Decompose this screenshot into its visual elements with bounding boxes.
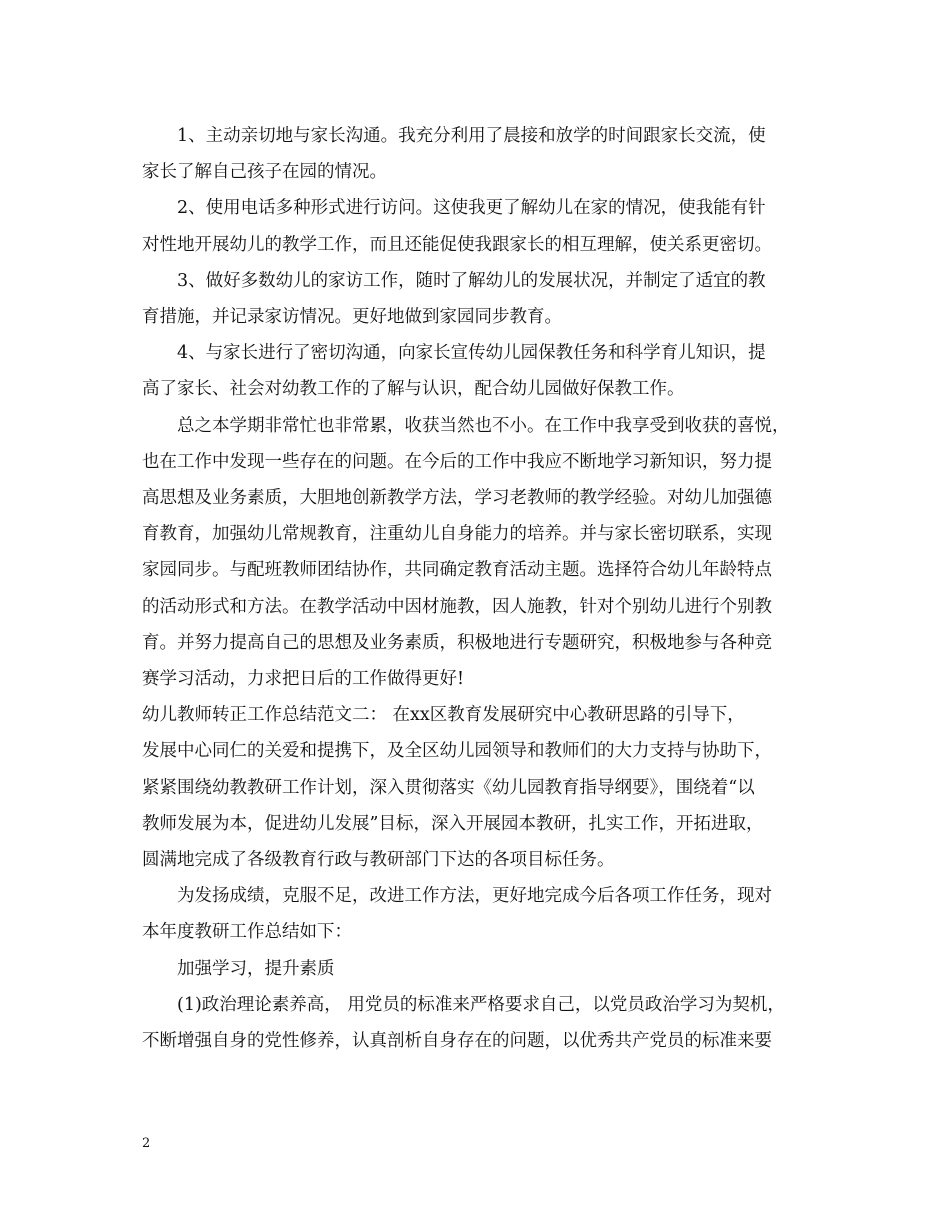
text-line: 高思想及业务素质，大胆地创新教学方法，学习老教师的教学经验。对幼儿加强德 [142,488,772,509]
text-line: 圆满地完成了各级教育行政与教研部门下达的各项目标任务。 [142,850,615,871]
text-line: 育。并努力提高自己的思想及业务素质，积极地进行专题研究，积极地参与各种竞 [142,632,772,653]
text-line: 2、使用电话多种形式进行访问。这使我更了解幼儿在家的情况，使我能有针 [177,198,766,219]
text-line: 家长了解自己孩子在园的情况。 [142,162,387,183]
text-line: 加强学习，提升素质 [177,958,335,979]
text-line: 对性地开展幼儿的教学工作，而且还能促使我跟家长的相互理解，使关系更密切。 [142,234,772,255]
text-line: 育措施，并记录家访情况。更好地做到家园同步教育。 [142,307,562,328]
text-line: 紧紧围绕幼教教研工作计划，深入贯彻落实《幼儿园教育指导纲要》，围绕着“以 [142,777,755,798]
text-line: (1)政治理论素养高， 用党员的标准来严格要求自己，以党员政治学习为契机， [177,994,785,1015]
text-line: 为发扬成绩，克服不足，改进工作方法，更好地完成今后各项工作任务，现对 [177,886,772,907]
document-body [142,118,842,1059]
text-line: 家园同步。与配班教师团结协作，共同确定教育活动主题。选择符合幼儿年龄特点 [142,560,772,581]
text-line: 教师发展为本，促进幼儿发展”目标，深入开展园本教研，扎实工作，开拓进取， [142,813,764,834]
page-number: 2 [142,1136,151,1151]
text-line: 高了家长、社会对幼教工作的了解与认识，配合幼儿园做好保教工作。 [142,379,685,400]
text-line: 育教育，加强幼儿常规教育，注重幼儿自身能力的培养。并与家长密切联系，实现 [142,524,772,545]
text-line: 赛学习活动，力求把日后的工作做得更好! [142,669,465,690]
text-line: 本年度教研工作总结如下： [142,922,352,943]
text-line: 幼儿教师转正工作总结范文二： 在xx区教育发展研究中心教研思路的引导下， [142,705,745,726]
text-line: 总之本学期非常忙也非常累，收获当然也不小。在工作中我享受到收获的喜悦， [177,415,790,436]
text-line: 4、与家长进行了密切沟通，向家长宣传幼儿园保教任务和科学育儿知识，提 [177,343,766,364]
text-line: 1、主动亲切地与家长沟通。我充分利用了晨接和放学的时间跟家长交流，使 [177,126,766,146]
text-line: 不断增强自身的党性修养，认真剖析自身存在的问题，以优秀共产党员的标准来要 [142,1031,772,1052]
text-line: 发展中心同仁的关爱和提携下，及全区幼儿园领导和教师们的大力支持与协助下， [142,741,772,762]
text-line: 3、做好多数幼儿的家访工作，随时了解幼儿的发展状况，并制定了适宜的教 [177,270,766,291]
text-line: 的活动形式和方法。在教学活动中因材施教，因人施教，针对个别幼儿进行个别教 [142,596,772,617]
text-line: 也在工作中发现一些存在的问题。在今后的工作中我应不断地学习新知识，努力提 [142,451,772,472]
